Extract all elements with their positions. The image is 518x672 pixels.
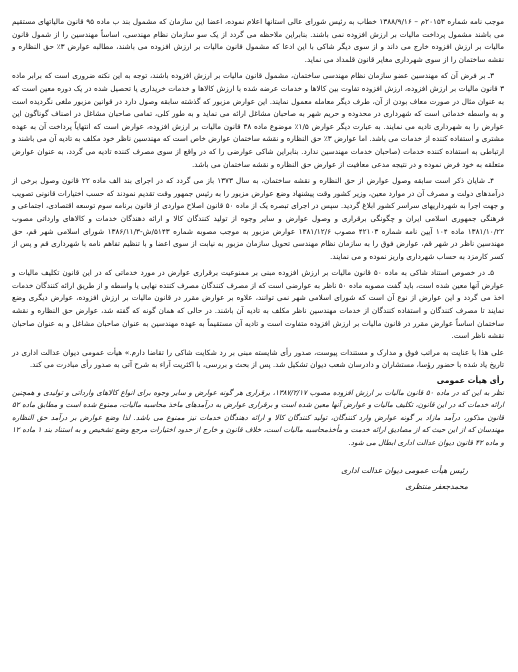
paragraph-intro: موجب نامه شماره ۲۰۱۵۳م – ۱۳۸۸/۹/۱۶ خطاب به رئیس شورای عالی استانها اعلام نموده، اعضا این سازمان که مشمول بند ب ماده ۹۵ قانون مالیاتهای مستقیم می باشند مشمول پرداخت مالیات بر ارزش افزوده نمی باشند. بنابراین ملاحظه می گردد از یک سو سازمان نظام مهندسی، اساساً مهندسین را از شمول قانون مالیات بر ارزش افزوده خارج می داند و از سوی دیگر شاکی با این ادعا که مشمول قانون مالیات بر ارزش افزوده می باشند، مطالبه عوارض ۳٪ حق النظاره و نقشه ساختمان را از سوی شهرداری مغایر قانون قلمداد می نماید. xyxy=(12,17,504,64)
paragraph-5: ۵ـ در خصوص استناد شاکی به ماده ۵۰ قانون مالیات بر ارزش افزوده مبنی بر ممنوعیت برقراری عوارض در مورد خدماتی که در این قانون تکلیف مالیات و عوارض آنها معین شده است، باید گفت مصوبه ماده ۵۰ ناظر به عوارضی است که از مصرف کنندگان مصرف کننده نهایی یا واسطه و از طریق ارائه کنندگان خدمات اخذ می گردد و این عوارض از نوع آن است که شورای اسلامی شهر نمی توانند، علاوه بر عوارض مقرر در قانون مالیات بر ارزش افزوده، عوارض دیگری وضع نمایند تا مصرف کنندگان و استفاده کنندگان از خدمات مهندسین ناظر مکلف به تادیه آن باشند. در حالی که همان گونه که گفته شد، عوارض حق النظاره و نقشه ساختمان اساساً عوارض مقرر در قانون مالیات بر ارزش افزوده متفاوت است و تادیه آن مستقیماً به عهده مهندسین به عنوان صاحبان مشاغل و به عنوان صاحبان نقشه ناظر است. xyxy=(12,268,504,341)
paragraph-conclusion: علی هذا با عنایت به مراتب فوق و مدارک و مستندات پیوست، صدور رأی شایسته مبنی بر رد شکایت شاکی را تقاضا دارم.» هیأت عمومی دیوان عدالت اداری در تاریخ یاد شده با حضور رؤسا، مستشاران و دادرسان شعب دیوان تشکیل شد. پس از بحث و بررسی، با اکثریت آراء به شرح آتی به صدور رأی مبادرت می کند. xyxy=(12,347,504,370)
signature-title: رئیس هیأت عمومی دیوان عدالت اداری xyxy=(341,466,468,476)
paragraph-3: ۳ـ بر فرض آن که مهندسین عضو سازمان نظام مهندسی ساختمان، مشمول قانون مالیات بر ارزش افزوده باشند، توجه به این نکته ضروری است که برابر ماده ۳ قانون مالیات بر ارزش افزوده، ارزش افزوده تفاوت بین کالاها و خدمات عرضه شده با ارزش کالاها و خدمات خریداری یا تحصیل شده در یک دوره معین است که به عنوان مثال در صورت معاف بودن از آن، طرف دیگر معامله معمول نمایند. این عوارض مزبور که گذشته سابقه وصول دارد در قوانین مزبور ملغی نگردیده است و به واسطه خدماتی است که شهرداری در محدوده و حریم شهر به صاحبان مشاغل ارائه می نماید و به طور کلی، تمامی صاحبان مشاغل در اصناف گوناگون این عوارض را به شهرداری تادیه می نمایند. به عبارت دیگر عوارض ۱/۵٪ موضوع ماده ۳۸ قانون مالیات بر ارزش افزوده، عوارض است که انتهایاً پرداخت آن به عهده مشتری و استفاده کننده از خدمات می باشد. اما عوارض ۳٪ حق النظاره و نقشه ساختمان عوارض خاص است که مهندسین ناظر خود مکلف به تادیه آن می باشند و ارتباطی به استفاده کننده خدمات (صاحبان خدمات مهندسین ندارد. بنابراین شاکی عوارضی را که در واقع از سوی مصرف کننده تادیه می گردد، به عنوان عوارض متعلقه به خود فرض نموده و در نتیجه مدعی معافیت از عوارض حق النظاره و نقشه ساختمان می باشد. xyxy=(12,71,504,169)
paragraph-4: ۴ـ شایان ذکر است سابقه وصول عوارض از حق النظاره و نقشه ساختمان، به سال ۱۳۷۳ باز می گردد که در اجرای بند الف ماده ۲۲ قانون وصول برخی از درآمدهای دولت و مصرف آن در موارد معین، وزیر کشور وقت پیشنهاد وضع عوارض مزبور را به رئیس جمهور وقت تقدیم نمودند که حسب اختیارات قانونی تصویب و جهت اجرا به شهرداریهای سراسر کشور ابلاغ گردید. سپس در اجرای تبصره یک از ماده ۵۰ قانون اصلاح مواردی از قانون برنامه سوم توسعه اقتصادی، اجتماعی و فرهنگی جمهوری اسلامی ایران و چگونگی برقراری و وصول عوارض و سایر وجوه از تولید کنندگان کالا و ارائه دهندگان خدمات و کالاهای وارداتی مصوب ۱۳۸۱/۱۰/۲۲ ماده ۱۰۴ آیین نامه شماره ۴۲۱۰۳ مصوب ۱۳۸۱/۱۲/۶ عوارض مزبور به موجب مصوبه شماره ۵۱۴۳/ش-۱۳۸۶/۱۱/۳ شورای اسلامی شهر قم، حق مهندسین ناظر در شهر قم، عوارض فوق را به سازمان نظام مهندسی تحویل سازمان مزبور به نیابت از سوی اعضا و با تنظیم تفاهم نامه با شهرداری قم و پس از کسر کارمزد به حساب شهرداری واریز نموده و می نمایند. xyxy=(12,176,505,261)
decision-text: نظر به این که در ماده ۵۰ قانون مالیات بر ارزش افزوده مصوب ۱۳۸۷/۲/۱۷، برقراری هر گونه عوارض و سایر وجوه برای انواع کالاهای وارداتی و تولیدی و همچنین ارائه خدمات که در این قانون، تکلیف مالیات و عوارض آنها معین شده است و برقراری عوارض به درآمدهای ماخذ محاسبه مالیات، ممنوع شده است و مطابق ماده ۵۲ قانون مذکور، درآمد مازاد بر گونه عوارض وارد کنندگان، تولید کنندگان کالا و ارائه دهندگان خدمات نیز ممنوع می باشد. لذا وضع عوارض بر درآمد حق النظاره مهندسان که از این حیث که از مصادیق ارائه خدمت و مأخذمحاسبه مالیات است، خلاف قانون و خارج از حدود اختیارات مرجع وضع تشخیص و به استناد بند ۱ ماده ۱۲ و ماده ۴۲ قانون دیوان عدالت اداری ابطال می شود. xyxy=(12,388,504,447)
signature-name: محمدجعفر منتظری xyxy=(405,482,468,492)
decision-heading: رأی هیأت عمومی xyxy=(436,376,504,386)
signature-block xyxy=(12,463,504,495)
